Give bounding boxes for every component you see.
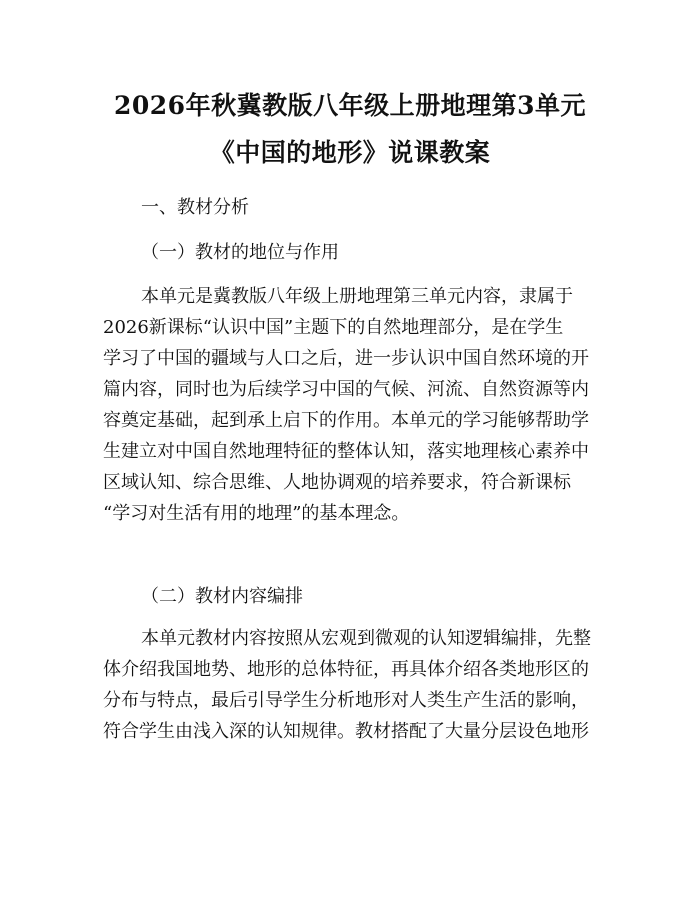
paragraph-line: 分布与特点，最后引导学生分析地形对人类生产生活的影响， <box>103 690 589 711</box>
paragraph-line: 2026新课标“认识中国”主题下的自然地理部分，是在学生 <box>103 317 564 338</box>
section-heading-textbook-analysis: 一、教材分析 <box>141 197 249 218</box>
paragraph-line: “学习对生活有用的地理”的基本理念。 <box>103 503 410 524</box>
paragraph-line: 本单元是冀教版八年级上册地理第三单元内容，隶属于 <box>141 286 573 307</box>
subsection-heading-position-role: （一）教材的地位与作用 <box>141 242 339 263</box>
document-title-line-1: 2026年秋冀教版八年级上册地理第3单元 <box>114 91 586 120</box>
paragraph-line: 容奠定基础，起到承上启下的作用。本单元的学习能够帮助学 <box>103 410 589 431</box>
document-title-line-2: 《中国的地形》说课教案 <box>209 138 491 167</box>
paragraph-line: 符合学生由浅入深的认知规律。教材搭配了大量分层设色地形 <box>103 721 589 742</box>
paragraph-line: 生建立对中国自然地理特征的整体认知，落实地理核心素养中 <box>103 441 589 462</box>
subsection-heading-content-arrangement: （二）教材内容编排 <box>141 586 303 607</box>
paragraph-line: 体介绍我国地势、地形的总体特征，再具体介绍各类地形区的 <box>103 659 589 680</box>
paragraph-line: 学习了中国的疆域与人口之后，进一步认识中国自然环境的开 <box>103 348 589 369</box>
paragraph-line: 本单元教材内容按照从宏观到微观的认知逻辑编排，先整 <box>141 628 591 649</box>
paragraph-line: 区域认知、综合思维、人地协调观的培养要求，符合新课标 <box>103 472 571 493</box>
paragraph-line: 篇内容，同时也为后续学习中国的气候、河流、自然资源等内 <box>103 379 589 400</box>
